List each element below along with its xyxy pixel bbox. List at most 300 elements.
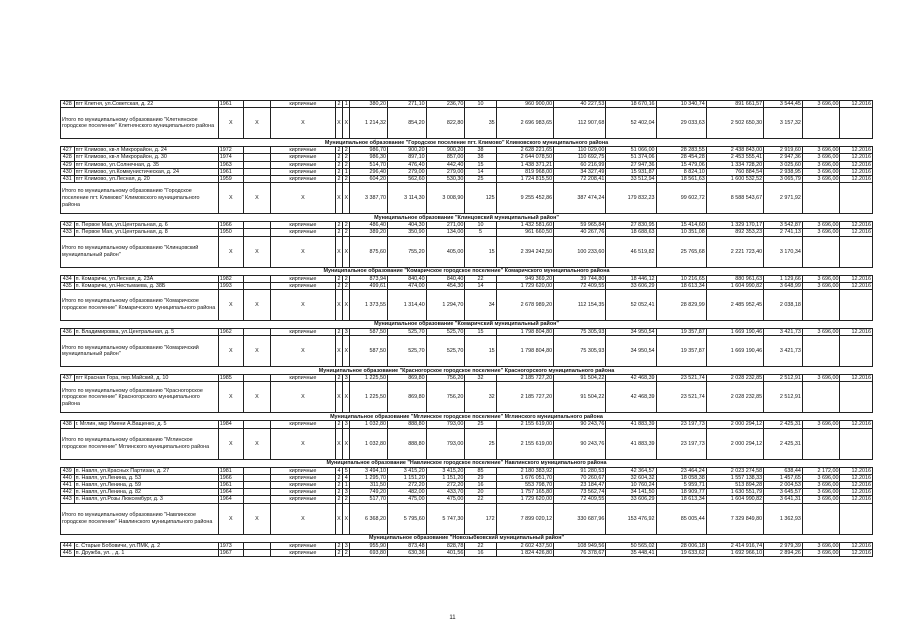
- table-cell: 22: [465, 542, 496, 549]
- table-cell: 12.2016: [840, 147, 873, 154]
- table-cell: 2 180 383,92: [496, 467, 553, 474]
- table-cell: 34 327,49: [554, 168, 606, 175]
- table-cell: 749,20: [350, 489, 388, 496]
- table-cell: 3 696,00: [802, 549, 840, 556]
- table-cell: 1 557 138,33: [706, 474, 763, 481]
- subtotal-row: [61, 236, 873, 267]
- table-row: [61, 161, 873, 168]
- subtotal-cell: 90 243,76: [554, 428, 606, 459]
- table-cell: 1972: [218, 147, 243, 154]
- subtotal-cell: 112 907,68: [554, 108, 606, 139]
- table-cell: кирпичные: [271, 222, 336, 229]
- table-cell: 2 185 727,20: [496, 375, 553, 382]
- table-cell: 2 628 221,65: [496, 147, 553, 154]
- table-cell: 2 004,53: [764, 482, 803, 489]
- table-cell: 525,70: [426, 329, 465, 336]
- table-cell: 23 197,73: [656, 421, 706, 428]
- table-cell: 38: [465, 154, 496, 161]
- table-cell: кирпичные: [271, 542, 336, 549]
- table-cell: 59 965,84: [554, 222, 606, 229]
- table-cell: 40 227,53: [554, 101, 606, 108]
- table-row: [61, 176, 873, 183]
- table-cell: 2: [343, 282, 350, 289]
- table-cell: 3 696,00: [802, 375, 840, 382]
- table-cell: 1 824 426,80: [496, 549, 553, 556]
- table-cell: 85: [465, 467, 496, 474]
- table-cell: 271,10: [388, 101, 427, 108]
- table-cell: 41 883,39: [606, 421, 656, 428]
- subtotal-cell: [802, 503, 840, 534]
- table-cell: 2 919,60: [764, 147, 803, 154]
- table-cell: 12.2016: [840, 222, 873, 229]
- table-cell: 2: [343, 549, 350, 556]
- table-cell: 638,44: [764, 467, 803, 474]
- table-cell: 38: [465, 147, 496, 154]
- subtotal-cell: 179 832,23: [606, 183, 656, 214]
- table-cell: 5: [465, 229, 496, 236]
- table-cell: 475,00: [426, 496, 465, 503]
- table-cell: 12.2016: [840, 161, 873, 168]
- table-cell: 1967: [218, 549, 243, 556]
- subtotal-cell: X: [218, 503, 243, 534]
- subtotal-cell: 1 798 804,80: [496, 336, 553, 367]
- table-cell: пгт Клетня, ул.Советская, д. 22: [74, 101, 218, 108]
- subtotal-cell: X: [335, 183, 342, 214]
- subtotal-cell: X: [243, 290, 270, 321]
- table-cell: 279,00: [388, 168, 427, 175]
- table-cell: 4: [335, 467, 342, 474]
- table-cell: 434: [61, 275, 75, 282]
- table-cell: п. Первое Мая, ул.Центральная, д. 8: [74, 229, 218, 236]
- subtotal-cell: X: [243, 503, 270, 534]
- subtotal-cell: [802, 382, 840, 413]
- table-cell: 443: [61, 496, 75, 503]
- table-cell: кирпичные: [271, 482, 336, 489]
- table-cell: 3 696,00: [802, 496, 840, 503]
- section-header: Муниципальное образование "Клинцовский муниципальный район": [61, 214, 873, 222]
- subtotal-cell: 153 476,92: [606, 503, 656, 534]
- table-cell: [243, 421, 270, 428]
- table-cell: 2: [335, 482, 342, 489]
- table-cell: 272,20: [388, 482, 427, 489]
- section-header: Муниципальное образование "Навлинское городское поселение" Навлинского муниципального района: [61, 459, 873, 467]
- table-cell: 3 415,20: [426, 467, 465, 474]
- subtotal-cell: 41 883,39: [606, 428, 656, 459]
- table-cell: кирпичные: [271, 474, 336, 481]
- table-cell: 428: [61, 154, 75, 161]
- table-row: [61, 275, 873, 282]
- table-cell: 1 151,20: [388, 474, 427, 481]
- subtotal-cell: 25: [465, 428, 496, 459]
- table-cell: кирпичные: [271, 161, 336, 168]
- table-cell: 20: [465, 489, 496, 496]
- table-cell: 401,56: [426, 549, 465, 556]
- subtotal-cell: 3 387,70: [350, 183, 388, 214]
- table-cell: 2: [335, 229, 342, 236]
- subtotal-cell: 34: [465, 290, 496, 321]
- table-cell: п. Владимировка, ул.Центральная, д. 5: [74, 329, 218, 336]
- table-cell: 3 696,00: [802, 154, 840, 161]
- subtotal-cell: 9 255 452,86: [496, 183, 553, 214]
- table-cell: 27 830,95: [606, 222, 656, 229]
- table-cell: 2 425,31: [764, 421, 803, 428]
- subtotal-cell: 3 421,73: [764, 336, 803, 367]
- subtotal-cell: 28 829,99: [656, 290, 706, 321]
- table-cell: 1966: [218, 222, 243, 229]
- table-cell: 3 415,20: [388, 467, 427, 474]
- table-cell: [243, 489, 270, 496]
- table-cell: 10 760,24: [606, 482, 656, 489]
- table-cell: п. Навля, ул.Красных Партизан, д. 27: [74, 467, 218, 474]
- table-cell: 900,20: [388, 147, 427, 154]
- subtotal-cell: X: [243, 236, 270, 267]
- subtotal-cell: X: [243, 428, 270, 459]
- table-cell: п. Дружба, ул. , д. 1: [74, 549, 218, 556]
- table-cell: 3 696,00: [802, 101, 840, 108]
- table-row: [61, 482, 873, 489]
- table-cell: 857,00: [426, 154, 465, 161]
- section-header-row: [61, 214, 873, 222]
- table-cell: пгт Климово, кв-л Микрорайон, д. 24: [74, 147, 218, 154]
- table-cell: 1 438 371,21: [496, 161, 553, 168]
- table-row: [61, 282, 873, 289]
- table-cell: 12.2016: [840, 168, 873, 175]
- table-cell: кирпичные: [271, 101, 336, 108]
- subtotal-cell: X: [218, 290, 243, 321]
- table-cell: 1 151,20: [426, 474, 465, 481]
- table-cell: 28 283,55: [656, 147, 706, 154]
- table-row: [61, 542, 873, 549]
- table-cell: кирпичные: [271, 154, 336, 161]
- subtotal-cell: 2 038,18: [764, 290, 803, 321]
- table-cell: 91 280,53: [554, 467, 606, 474]
- subtotal-label: Итого по муниципальному образованию "Клетнянское городское поселение" Клетнянского муниципального района: [61, 108, 219, 139]
- table-cell: 33 606,29: [606, 282, 656, 289]
- table-cell: кирпичные: [271, 467, 336, 474]
- table-cell: 430: [61, 168, 75, 175]
- table-cell: 440: [61, 474, 75, 481]
- table-cell: 429: [61, 161, 75, 168]
- table-cell: 3 696,00: [802, 421, 840, 428]
- table-cell: 3 065,79: [764, 176, 803, 183]
- table-cell: 2 979,39: [764, 542, 803, 549]
- table-cell: 42 364,57: [606, 467, 656, 474]
- table-cell: 1 798 804,80: [496, 329, 553, 336]
- table-cell: 955,90: [350, 542, 388, 549]
- table-cell: 5: [343, 467, 350, 474]
- table-cell: 108 949,56: [554, 542, 606, 549]
- table-row: [61, 375, 873, 382]
- table-cell: 1984: [218, 421, 243, 428]
- table-cell: пгт Климово, ул.Лесная, д. 20: [74, 176, 218, 183]
- table-cell: 2 644 078,50: [496, 154, 553, 161]
- table-cell: п. Навля, ул.Розы Люксембург, д. 3: [74, 496, 218, 503]
- subtotal-cell: [802, 108, 840, 139]
- table-cell: 3 696,00: [802, 542, 840, 549]
- section-header-row: [61, 267, 873, 275]
- table-cell: 436: [61, 329, 75, 336]
- table-cell: 19 357,87: [656, 329, 706, 336]
- subtotal-cell: 29 033,63: [656, 108, 706, 139]
- table-cell: 693,80: [350, 549, 388, 556]
- table-cell: 433,70: [426, 489, 465, 496]
- subtotal-cell: X: [343, 382, 350, 413]
- subtotal-cell: X: [343, 108, 350, 139]
- table-cell: 404,30: [388, 222, 427, 229]
- section-header-row: [61, 321, 873, 329]
- table-cell: 840,40: [388, 275, 427, 282]
- subtotal-cell: X: [218, 336, 243, 367]
- subtotal-cell: 854,20: [388, 108, 427, 139]
- table-cell: 296,40: [350, 168, 388, 175]
- table-cell: 2: [335, 275, 342, 282]
- table-cell: 444: [61, 542, 75, 549]
- table-cell: 12.2016: [840, 329, 873, 336]
- table-cell: 3 696,00: [802, 474, 840, 481]
- table-cell: 840,40: [426, 275, 465, 282]
- subtotal-cell: 52 052,41: [606, 290, 656, 321]
- subtotal-cell: 100 233,60: [554, 236, 606, 267]
- table-cell: 1 129,66: [764, 275, 803, 282]
- table-cell: 454,30: [426, 282, 465, 289]
- table-cell: 1 604 990,82: [706, 496, 763, 503]
- table-cell: 1 669 190,46: [706, 329, 763, 336]
- table-cell: 12.2016: [840, 482, 873, 489]
- table-cell: 25: [465, 176, 496, 183]
- table-cell: п. Первое Мая, ул.Центральная, д. 6: [74, 222, 218, 229]
- table-cell: 2: [335, 154, 342, 161]
- table-cell: пгт Климово, ул.Солнечная, д. 35: [74, 161, 218, 168]
- table-cell: 91 504,22: [554, 375, 606, 382]
- housing-program-table: [60, 100, 873, 557]
- subtotal-cell: 172: [465, 503, 496, 534]
- table-cell: 23 464,24: [656, 467, 706, 474]
- table-cell: 873,94: [350, 275, 388, 282]
- table-cell: 3 696,00: [802, 282, 840, 289]
- table-cell: 442: [61, 489, 75, 496]
- table-cell: 60 216,99: [554, 161, 606, 168]
- table-cell: п. Комаричи, ул.Нестьмаева, д. 38Б: [74, 282, 218, 289]
- table-cell: 14: [465, 168, 496, 175]
- table-cell: 16: [465, 482, 496, 489]
- table-cell: 2 023 274,58: [706, 467, 763, 474]
- table-cell: 2 172,00: [802, 467, 840, 474]
- table-cell: 12.2016: [840, 176, 873, 183]
- table-cell: 22: [465, 496, 496, 503]
- table-cell: 828,78: [426, 542, 465, 549]
- table-cell: 986,30: [350, 154, 388, 161]
- table-cell: пгт Климово, кв-л Микрорайон, д. 30: [74, 154, 218, 161]
- table-cell: 12.2016: [840, 496, 873, 503]
- table-cell: 3 494,10: [350, 467, 388, 474]
- table-cell: 1950: [218, 229, 243, 236]
- subtotal-cell: 2 502 650,30: [706, 108, 763, 139]
- table-cell: 2: [343, 147, 350, 154]
- table-cell: 2: [335, 375, 342, 382]
- subtotal-cell: X: [335, 336, 342, 367]
- subtotal-cell: 2 485 952,45: [706, 290, 763, 321]
- table-cell: 438: [61, 421, 75, 428]
- table-cell: 553 798,70: [496, 482, 553, 489]
- table-cell: [243, 482, 270, 489]
- table-cell: п. Навля, ул.Ленина, д. 59: [74, 482, 218, 489]
- table-cell: [243, 549, 270, 556]
- subtotal-cell: 2 028 232,85: [706, 382, 763, 413]
- section-header: Муниципальное образование "Комаричское городское поселение" Комаричского муниципального района: [61, 267, 873, 275]
- table-cell: 2 741,13: [764, 229, 803, 236]
- table-cell: 525,70: [388, 329, 427, 336]
- table-cell: 793,00: [426, 421, 465, 428]
- table-cell: 15: [465, 161, 496, 168]
- table-cell: 27 947,36: [606, 161, 656, 168]
- table-cell: 486,40: [350, 222, 388, 229]
- subtotal-cell: 405,00: [426, 236, 465, 267]
- subtotal-cell: 3 114,30: [388, 183, 427, 214]
- table-cell: 33 606,29: [606, 496, 656, 503]
- table-cell: п. Навля, ул.Ленина, д. 53: [74, 474, 218, 481]
- table-cell: 311,50: [350, 482, 388, 489]
- table-cell: [243, 496, 270, 503]
- table-cell: 18 561,63: [656, 176, 706, 183]
- table-cell: 2 453 555,41: [706, 154, 763, 161]
- table-cell: 2: [335, 282, 342, 289]
- subtotal-cell: X: [243, 382, 270, 413]
- subtotal-cell: 822,80: [426, 108, 465, 139]
- table-cell: 3 696,00: [802, 275, 840, 282]
- table-cell: 445: [61, 549, 75, 556]
- table-cell: 29: [465, 474, 496, 481]
- table-cell: 3: [343, 375, 350, 382]
- table-cell: 3 645,57: [764, 489, 803, 496]
- table-cell: кирпичные: [271, 147, 336, 154]
- table-cell: кирпичные: [271, 489, 336, 496]
- table-cell: 75 305,93: [554, 329, 606, 336]
- subtotal-row: [61, 336, 873, 367]
- table-row: [61, 147, 873, 154]
- table-cell: 3 544,45: [764, 101, 803, 108]
- subtotal-cell: 15: [465, 336, 496, 367]
- table-cell: 756,20: [426, 375, 465, 382]
- table-cell: 587,50: [350, 329, 388, 336]
- subtotal-cell: 525,70: [388, 336, 427, 367]
- subtotal-cell: 5 747,30: [426, 503, 465, 534]
- table-cell: 2: [335, 489, 342, 496]
- table-cell: 435: [61, 282, 75, 289]
- table-cell: 12.2016: [840, 549, 873, 556]
- table-cell: 33 512,94: [606, 176, 656, 183]
- table-cell: 3: [343, 542, 350, 549]
- table-cell: 10 340,74: [656, 101, 706, 108]
- table-cell: 1 432 581,60: [496, 222, 553, 229]
- table-cell: 442,40: [426, 161, 465, 168]
- table-cell: 14: [465, 282, 496, 289]
- table-row: [61, 549, 873, 556]
- subtotal-cell: X: [343, 183, 350, 214]
- subtotal-cell: 1 214,32: [350, 108, 388, 139]
- subtotal-cell: X: [218, 428, 243, 459]
- subtotal-cell: 2 696 983,65: [496, 108, 553, 139]
- subtotal-cell: X: [335, 236, 342, 267]
- subtotal-cell: X: [271, 183, 336, 214]
- subtotal-cell: X: [335, 428, 342, 459]
- subtotal-label: Итого по муниципальному образованию "Навлинское городское поселение" Навлинского муниципального района: [61, 503, 219, 534]
- table-cell: 12.2016: [840, 467, 873, 474]
- section-header: Муниципальное образование "Новозыбковский муниципальный район": [61, 534, 873, 542]
- subtotal-cell: X: [218, 236, 243, 267]
- table-cell: 2 894,26: [764, 549, 803, 556]
- subtotal-cell: 1 225,50: [350, 382, 388, 413]
- table-cell: 3 696,00: [802, 329, 840, 336]
- subtotal-cell: X: [343, 503, 350, 534]
- table-cell: 441: [61, 482, 75, 489]
- subtotal-cell: 3 008,90: [426, 183, 465, 214]
- table-cell: 12.2016: [840, 101, 873, 108]
- subtotal-cell: 1 373,55: [350, 290, 388, 321]
- table-cell: 514,70: [350, 161, 388, 168]
- table-cell: кирпичные: [271, 496, 336, 503]
- subtotal-cell: 25 765,68: [656, 236, 706, 267]
- subtotal-cell: 1 362,93: [764, 503, 803, 534]
- table-cell: 70 260,67: [554, 474, 606, 481]
- subtotal-cell: X: [271, 336, 336, 367]
- table-cell: 2: [343, 222, 350, 229]
- subtotal-cell: 756,20: [426, 382, 465, 413]
- subtotal-row: [61, 183, 873, 214]
- table-cell: кирпичные: [271, 176, 336, 183]
- section-header-row: [61, 367, 873, 375]
- table-cell: 10 351,08: [656, 229, 706, 236]
- subtotal-cell: 2 185 727,20: [496, 382, 553, 413]
- table-cell: 760 884,54: [706, 168, 763, 175]
- subtotal-cell: [802, 183, 840, 214]
- subtotal-cell: X: [218, 108, 243, 139]
- subtotal-cell: [840, 503, 873, 534]
- table-cell: 18 613,34: [656, 282, 706, 289]
- table-cell: 2 602 437,50: [496, 542, 553, 549]
- subtotal-cell: [802, 428, 840, 459]
- table-cell: 10: [465, 222, 496, 229]
- table-cell: 72 409,55: [554, 282, 606, 289]
- table-cell: 819 968,00: [496, 168, 553, 175]
- table-cell: 3 641,31: [764, 496, 803, 503]
- table-cell: [243, 275, 270, 282]
- table-cell: 949 369,20: [496, 275, 553, 282]
- table-cell: 873,48: [388, 542, 427, 549]
- table-cell: 32: [465, 375, 496, 382]
- section-header-row: [61, 459, 873, 467]
- subtotal-cell: X: [335, 382, 342, 413]
- table-row: [61, 154, 873, 161]
- subtotal-cell: 888,80: [388, 428, 427, 459]
- subtotal-cell: 2 394 242,50: [496, 236, 553, 267]
- table-cell: кирпичные: [271, 549, 336, 556]
- subtotal-cell: 330 687,96: [554, 503, 606, 534]
- table-cell: 23 184,47: [554, 482, 606, 489]
- table-cell: 1964: [218, 496, 243, 503]
- table-row: [61, 467, 873, 474]
- table-cell: 476,40: [388, 161, 427, 168]
- table-cell: 22: [465, 275, 496, 282]
- table-cell: 73 562,74: [554, 489, 606, 496]
- table-row: [61, 222, 873, 229]
- subtotal-cell: X: [271, 290, 336, 321]
- table-cell: 28 006,18: [656, 542, 706, 549]
- subtotal-cell: [802, 236, 840, 267]
- table-cell: 1993: [218, 282, 243, 289]
- table-cell: 1 457,65: [764, 474, 803, 481]
- table-cell: 4: [343, 474, 350, 481]
- table-cell: [243, 161, 270, 168]
